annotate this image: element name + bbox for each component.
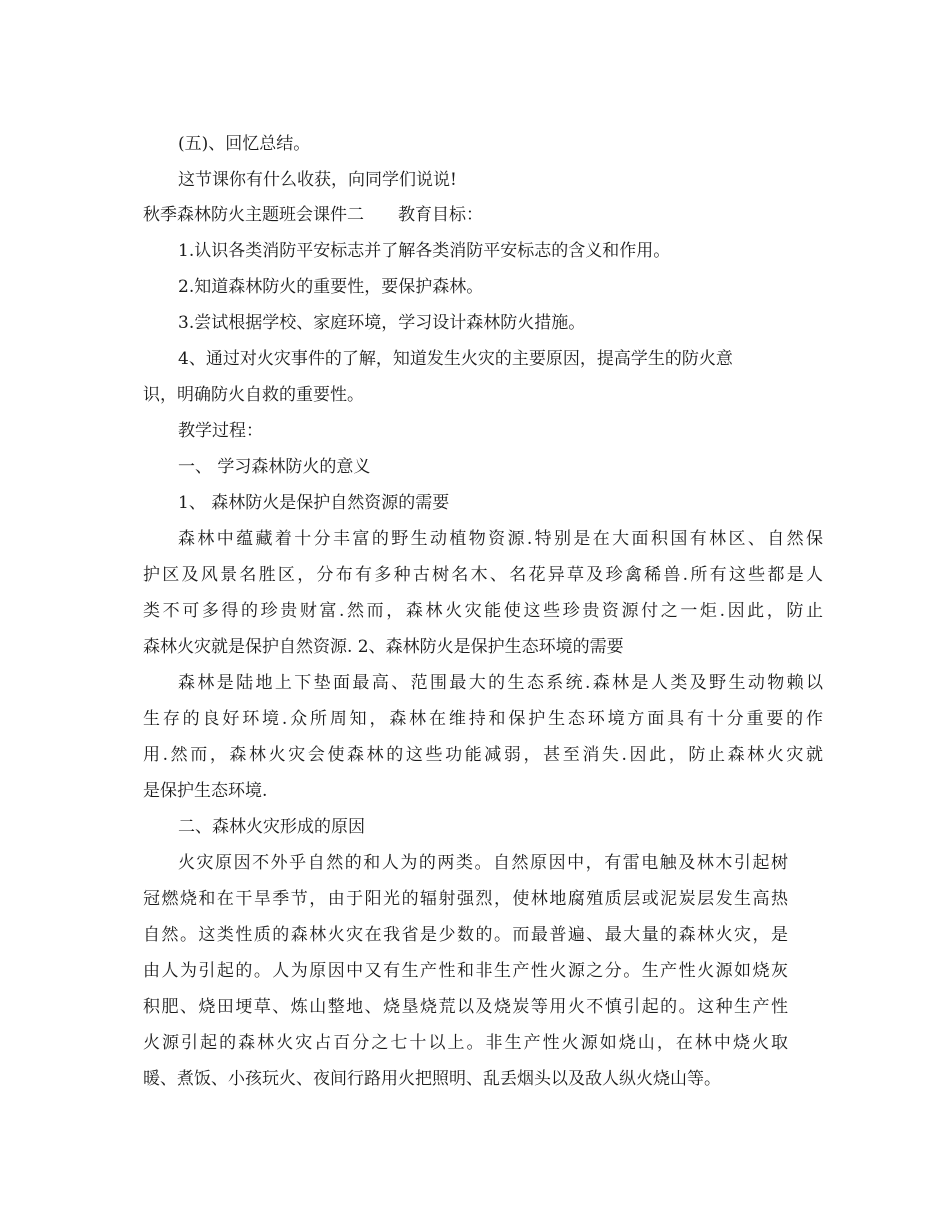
courseware-title-line: 秋季森林防火主题班会课件二 教育目标： [143,205,483,225]
teaching-process-heading: 教学过程： [178,421,263,441]
paragraph-line: 自然。这类性质的森林火灾在我省是少数的。而最普遍、最大量的森林火灾，是 [143,925,788,945]
paragraph-line: 类不可多得的珍贵财富.然而，森林火灾能使这些珍贵资源付之一炬.因此，防止 [143,601,823,621]
goal-item-4: 4、通过对火灾事件的了解，知道发生火灾的主要原因，提高学生的防火意 [178,349,733,369]
paragraph-line: 火源引起的森林火灾占百分之七十以上。非生产性火源如烧山，在林中烧火取 [143,1033,788,1053]
paragraph-line: 冠燃烧和在干旱季节，由于阳光的辐射强烈，使林地腐殖质层或泥炭层发生高热 [143,889,788,909]
goal-item-2: 2.知道森林防火的重要性，要保护森林。 [178,277,484,297]
paragraph-line: 暖、煮饭、小孩玩火、夜间行路用火把照明、乱丢烟头以及敌人纵火烧山等。 [143,1069,721,1089]
goal-item-3: 3.尝试根据学校、家庭环境，学习设计森林防火措施。 [178,313,586,333]
paragraph-line: 由人为引起的。人为原因中又有生产性和非生产性火源之分。生产性火源如烧灰 [143,961,788,981]
goal-item-1: 1.认识各类消防平安标志并了解各类消防平安标志的含义和作用。 [178,241,671,261]
paragraph-line: 护区及风景名胜区，分布有多种古树名木、名花异草及珍禽稀兽.所有这些都是人 [143,565,823,585]
paragraph-line: 积肥、烧田埂草、炼山整地、烧垦烧荒以及烧炭等用火不慎引起的。这种生产性 [143,997,788,1017]
paragraph-line: 这节课你有什么收获，向同学们说说! [178,170,457,190]
paragraph-line: 森林火灾就是保护自然资源. 2、森林防火是保护生态环境的需要 [143,637,624,657]
paragraph-line: 森林是陆地上下垫面最高、范围最大的生态系统.森林是人类及野生动物赖以 [178,673,823,693]
paragraph-line: 生存的良好环境.众所周知，森林在维持和保护生态环境方面具有十分重要的作 [143,709,823,729]
paragraph-line: 森林中蕴藏着十分丰富的野生动植物资源.特别是在大面积国有林区、自然保 [178,529,823,549]
section-heading-1: 一、 学习森林防火的意义 [178,457,371,477]
section-heading-review: (五)、回忆总结。 [178,134,311,154]
section-heading-2: 二、森林火灾形成的原因 [178,817,365,837]
paragraph-line: 是保护生态环境. [143,781,268,801]
paragraph-line: 火灾原因不外乎自然的和人为的两类。自然原因中，有雷电触及林木引起树 [178,853,788,873]
paragraph-line: 用.然而，森林火灾会使森林的这些功能减弱，甚至消失.因此，防止森林火灾就 [143,745,823,765]
goal-item-4-continued: 识，明确防火自救的重要性。 [143,385,364,405]
subsection-heading-1: 1、 森林防火是保护自然资源的需要 [178,493,450,513]
